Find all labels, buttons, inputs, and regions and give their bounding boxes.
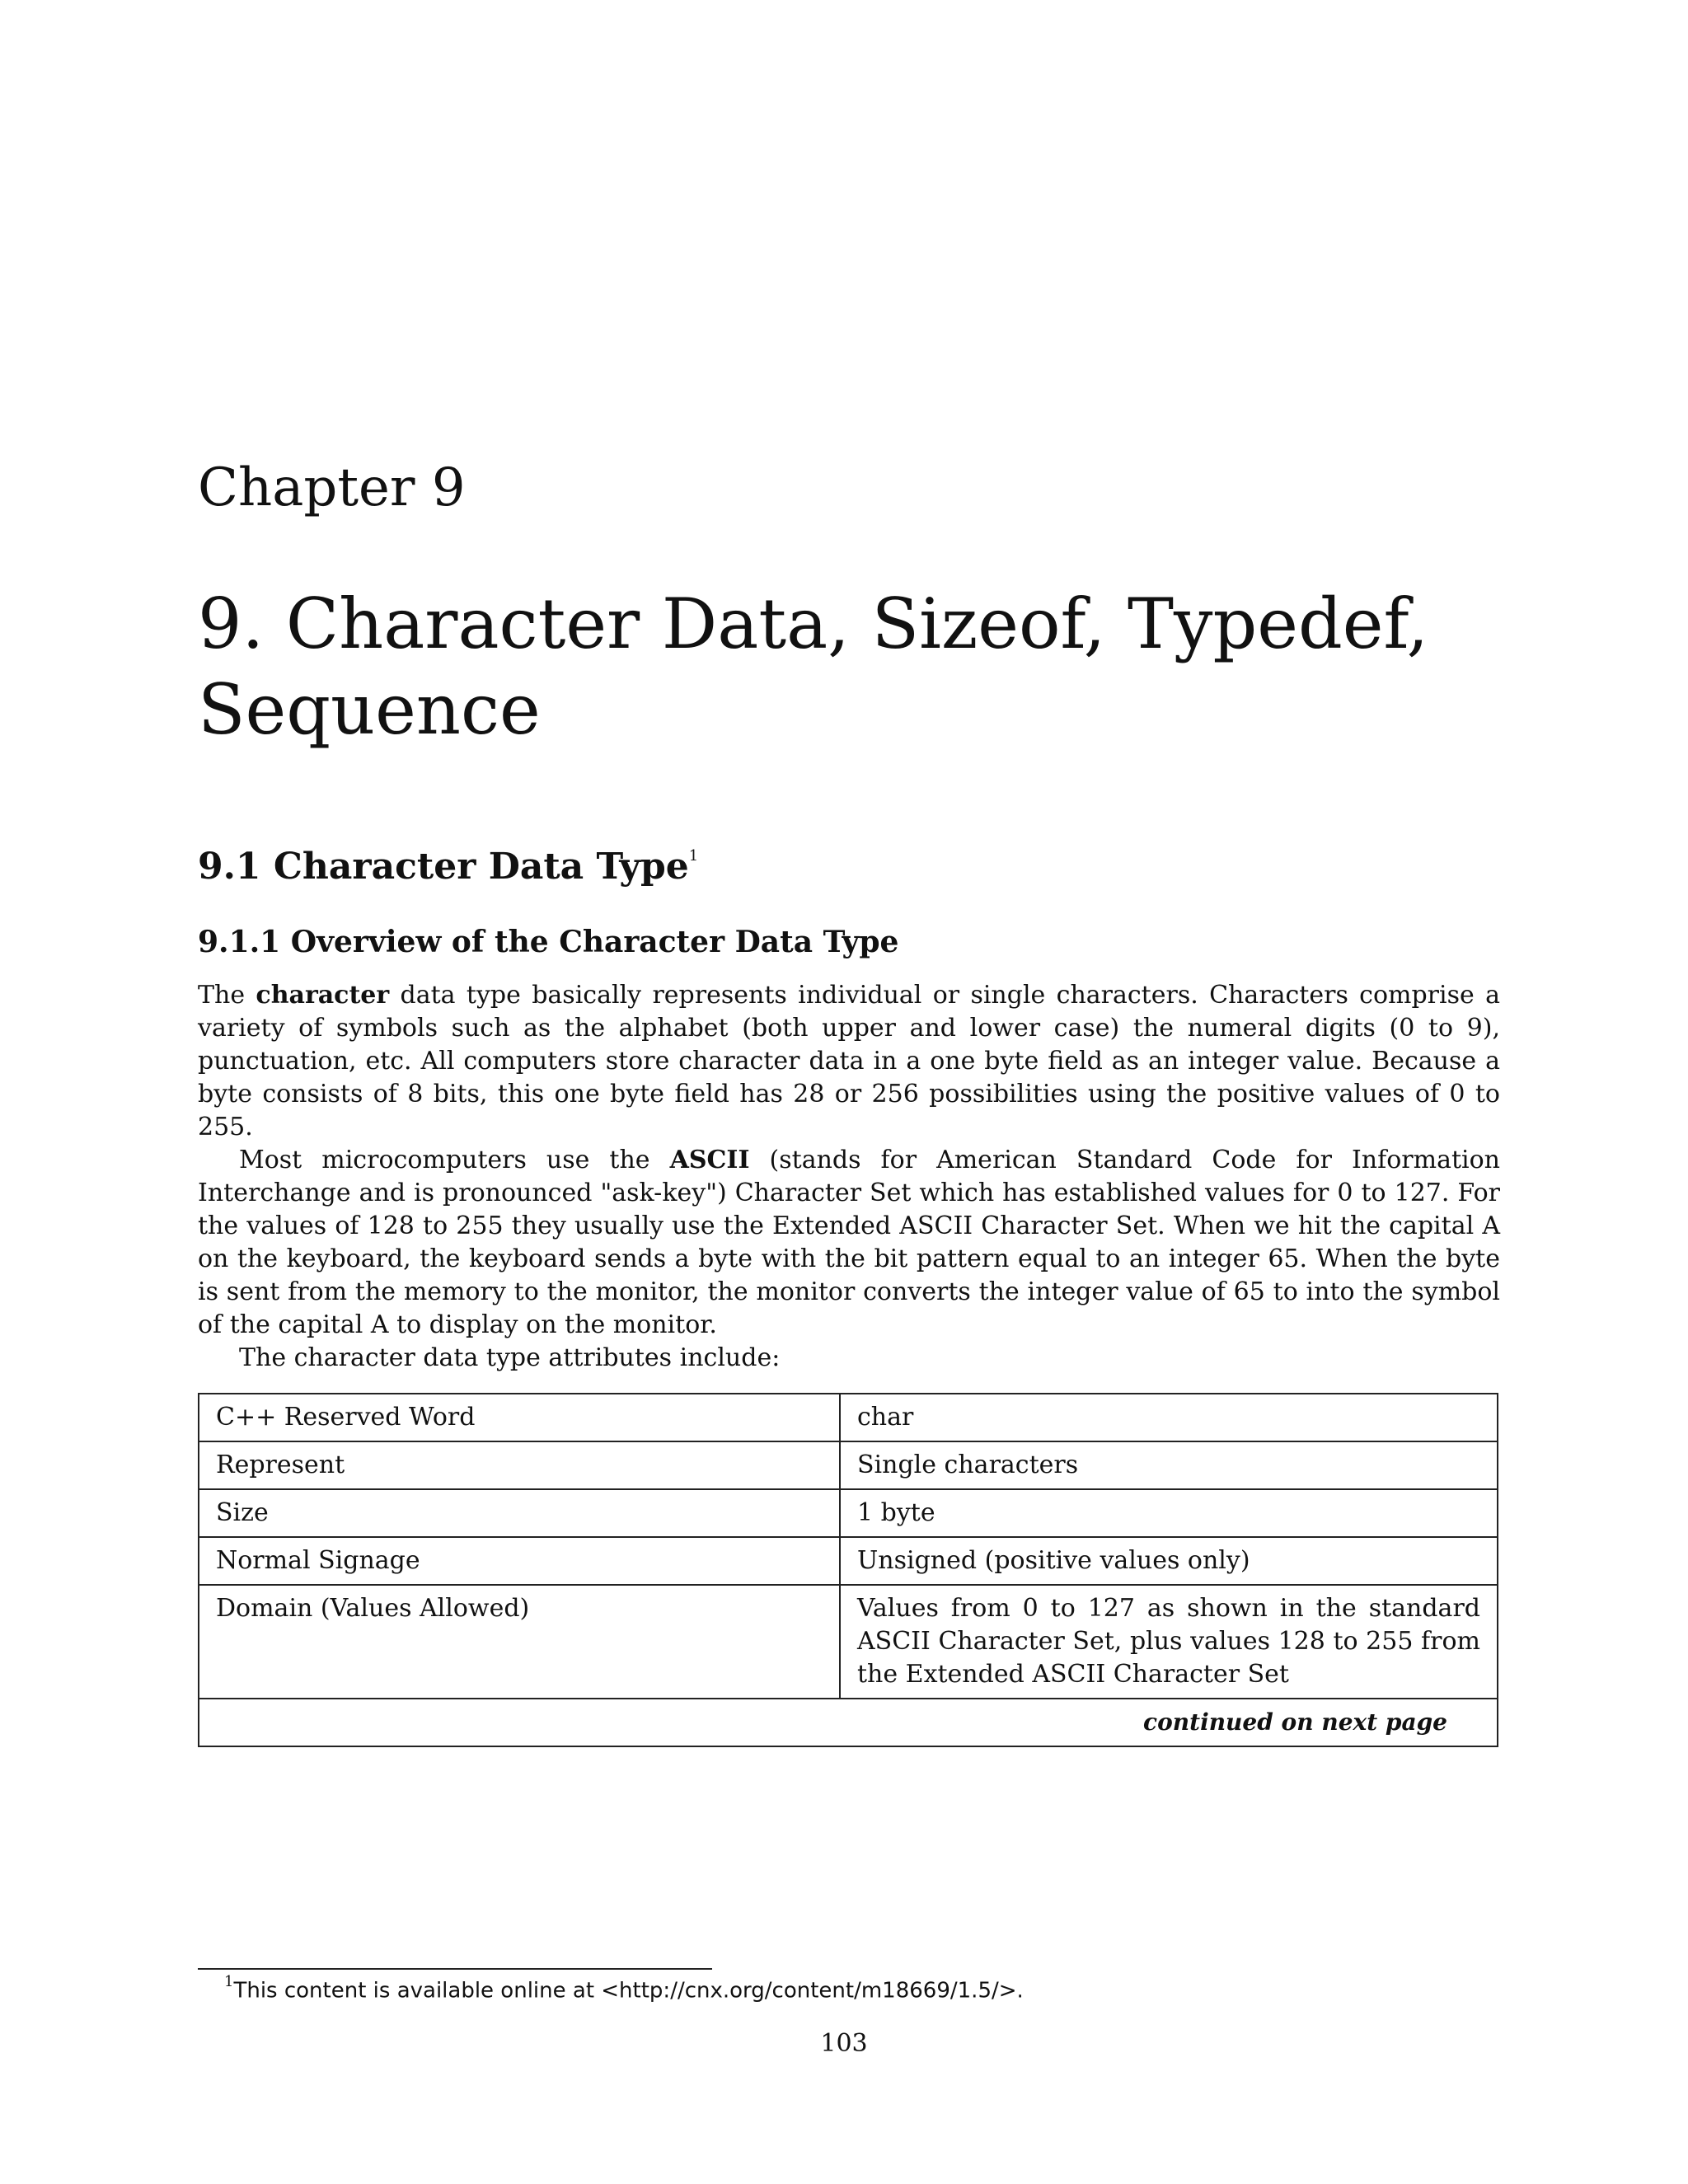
term-ascii: ASCII — [669, 1146, 750, 1174]
chapter-title: 9. Character Data, Sizeof, Typedef, Sequence — [198, 583, 1429, 750]
table-cell-value: Values from 0 to 127 as shown in the standard ASCII Character Set, plus values 128 to 255 from the Extended ASCII Character Set — [840, 1585, 1498, 1699]
page-number: 103 — [820, 2029, 868, 2058]
table-cell-label: Size — [199, 1489, 840, 1537]
footnote — [224, 1971, 1024, 2005]
paragraph-1-text: The — [198, 981, 256, 1010]
attributes-table — [198, 1393, 1498, 1747]
paragraph-2-text-cont: (stands for American Standard Code for Information Interchange and is pronounced "ask-key") Character Set which has established values for 0 to 127. For the values of 128 to 255 they usually use the Extended ASCII Character Set. When we hit the capital A on the keyboard, the keyboard sends a byte with the bit pattern equal to an integer 65. When the byte is sent from the memory to the monitor, the monitor converts the integer value of 65 to into the symbol of the capital A to display on the monitor. — [198, 1146, 1500, 1339]
body-text — [198, 979, 1500, 1375]
table-cell-label: Represent — [199, 1441, 840, 1489]
paragraph-1-text-cont: data type basically represents individual or single characters. Characters comprise a variety of symbols such as the alphabet (both upper and lower case) the numeral digits (0 to 9), punctuation, etc. All computers store character data in a one byte field as an integer value. Because a byte consists of 8 bits, this one byte field has 28 or 256 possibilities using the positive values of 0 to 255. — [198, 981, 1500, 1141]
table-cell-value: char — [840, 1394, 1498, 1441]
footnote-ref[interactable]: 1 — [688, 847, 699, 865]
table-cell-value: Single characters — [840, 1441, 1498, 1489]
footnote-divider — [198, 1968, 712, 1970]
continued-note: continued on next page — [199, 1699, 1498, 1746]
table-cell-label: Domain (Values Allowed) — [199, 1585, 840, 1699]
table-cell-label: C++ Reserved Word — [199, 1394, 840, 1441]
chapter-label: Chapter 9 — [198, 457, 466, 518]
table-row — [199, 1394, 1498, 1441]
table-cell-value: 1 byte — [840, 1489, 1498, 1537]
footnote-marker: 1 — [224, 1973, 234, 1990]
footnote-text[interactable]: This content is available online at <http://cnx.org/content/m18669/1.5/>. — [233, 1978, 1024, 2004]
term-character: character — [256, 981, 390, 1010]
table-continued-row — [199, 1699, 1498, 1746]
paragraph-3: The character data type attributes include: — [239, 1343, 781, 1372]
section-title — [198, 846, 699, 888]
section-title-text: 9.1 Character Data Type — [198, 846, 689, 888]
table-row — [199, 1585, 1498, 1699]
table-row — [199, 1537, 1498, 1585]
paragraph-1 — [198, 979, 1500, 1144]
table-cell-label: Normal Signage — [199, 1537, 840, 1585]
paragraph-2-text: Most microcomputers use the — [239, 1146, 670, 1174]
table-row — [199, 1489, 1498, 1537]
table-cell-value: Unsigned (positive values only) — [840, 1537, 1498, 1585]
subsection-title: 9.1.1 Overview of the Character Data Type — [198, 925, 899, 959]
table-row — [199, 1441, 1498, 1489]
paragraph-2 — [198, 1144, 1500, 1342]
